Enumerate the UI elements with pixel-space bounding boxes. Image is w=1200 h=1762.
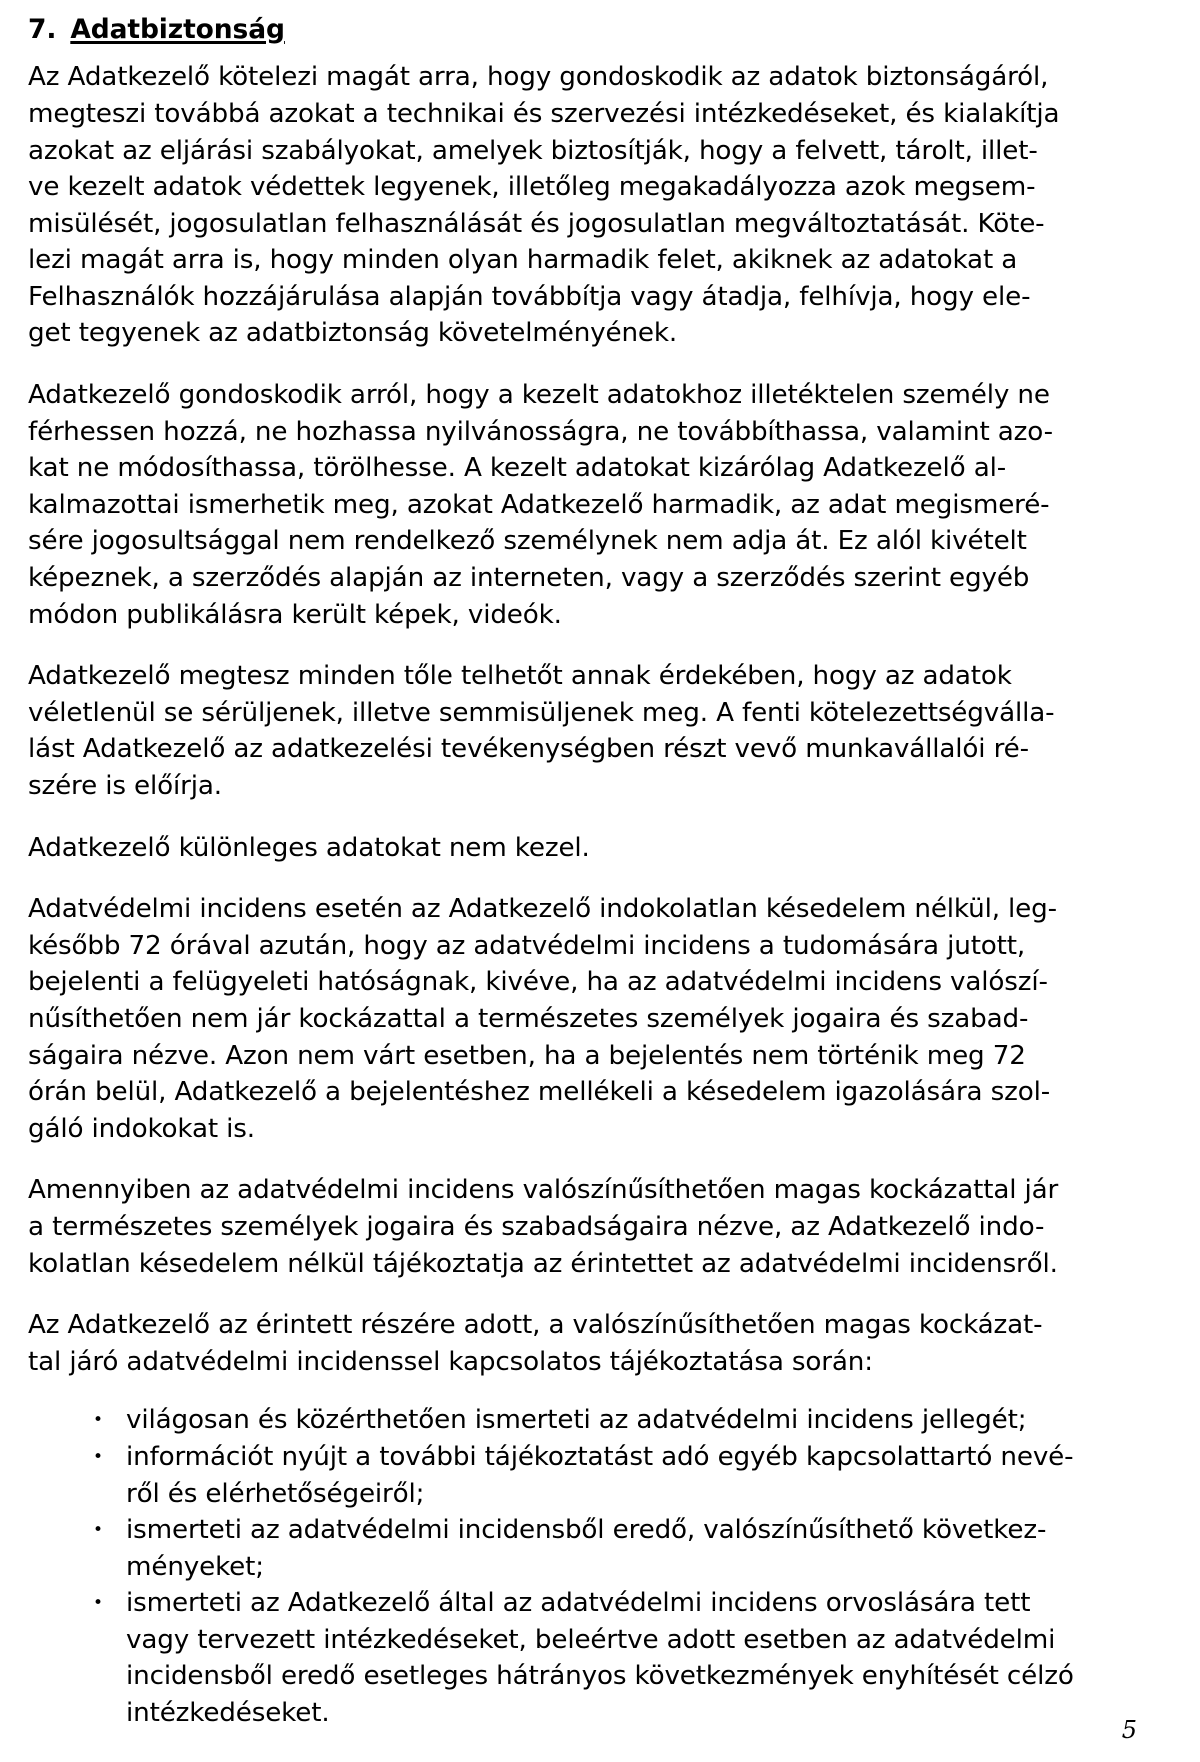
text-line: Az Adatkezelő kötelezi magát arra, hogy gondoskodik az adatok biztonságáról, — [28, 62, 1049, 93]
text-line: azokat az eljárási szabályokat, amelyek biztosítják, hogy a felvett, tárolt, illet- — [28, 135, 1038, 166]
section-title: Adatbiztonság — [70, 14, 285, 45]
text-line: tal járó adatvédelmi incidenssel kapcsolatos tájékoztatása során: — [28, 1346, 873, 1377]
text-line: kalmazottai ismerhetik meg, azokat Adatkezelő harmadik, az adat megismeré- — [28, 489, 1050, 520]
list-item-text — [126, 1512, 1047, 1585]
text-line: képeznek, a szerződés alapján az interneten, vagy a szerződés szerint egyéb — [28, 563, 1030, 594]
text-line: szére is előírja. — [28, 771, 222, 802]
text-line: Felhasználók hozzájárulása alapján továbbítja vagy átadja, felhívja, hogy ele- — [28, 281, 1031, 312]
list-item-text — [126, 1439, 1074, 1512]
text-line: Adatkezelő különleges adatokat nem kezel. — [28, 832, 590, 863]
text-line: kat ne módosíthassa, törölhesse. A kezelt adatokat kizárólag Adatkezelő al- — [28, 453, 1007, 484]
bullet-icon: • — [93, 1446, 103, 1467]
list-item-line: ismerteti az adatvédelmi incidensből eredő, valószínűsíthető következ- — [126, 1515, 1047, 1546]
text-line: misülését, jogosulatlan felhasználását és jogosulatlan megváltoztatását. Köte- — [28, 208, 1045, 239]
paragraph-1 — [28, 59, 1060, 352]
text-line: lezi magát arra is, hogy minden olyan harmadik felet, akiknek az adatokat a — [28, 245, 1018, 276]
text-line: nűsíthetően nem jár kockázattal a természetes személyek jogaira és szabad- — [28, 1003, 1029, 1034]
list-item-line: ismerteti az Adatkezelő által az adatvédelmi incidens orvoslására tett — [126, 1588, 1031, 1619]
section-number: 7. — [28, 14, 57, 45]
text-line: megteszi továbbá azokat a technikai és szervezési intézkedéseket, és kialakítja — [28, 98, 1060, 129]
list-item-line: vagy tervezett intézkedéseket, beleértve adott esetben az adatvédelmi — [126, 1624, 1056, 1655]
list-item-line: intézkedéseket. — [126, 1698, 330, 1729]
text-line: lást Adatkezelő az adatkezelési tevékenységben részt vevő munkavállalói ré- — [28, 734, 1029, 765]
text-line: Az Adatkezelő az érintett részére adott, a valószínűsíthetően magas kockázat- — [28, 1310, 1043, 1341]
list-item — [28, 1402, 1027, 1439]
list-item-text — [126, 1402, 1027, 1439]
paragraph-5 — [28, 891, 1057, 1147]
text-line: get tegyenek az adatbiztonság követelményének. — [28, 318, 678, 349]
text-line: kolatlan késedelem nélkül tájékoztatja az érintettet az adatvédelmi incidensről. — [28, 1248, 1058, 1279]
text-line: a természetes személyek jogaira és szabadságaira nézve, az Adatkezelő indo- — [28, 1211, 1045, 1242]
text-line: Amennyiben az adatvédelmi incidens valószínűsíthetően magas kockázattal jár — [28, 1175, 1059, 1206]
list-item — [28, 1439, 1074, 1512]
text-line: sére jogosultsággal nem rendelkező személynek nem adja át. Ez alól kivételt — [28, 526, 1027, 557]
text-line: később 72 órával azután, hogy az adatvédelmi incidens a tudomására jutott, — [28, 930, 1026, 961]
page-number: 5 — [1121, 1716, 1137, 1744]
text-line: ve kezelt adatok védettek legyenek, illetőleg megakadályozza azok megsem- — [28, 172, 1036, 203]
text-line: Adatvédelmi incidens esetén az Adatkezelő indokolatlan késedelem nélkül, leg- — [28, 894, 1057, 925]
page-title — [28, 14, 1000, 46]
paragraph-2 — [28, 377, 1053, 633]
paragraph-3 — [28, 658, 1055, 804]
text-line: Adatkezelő megtesz minden tőle telhetőt annak érdekében, hogy az adatok — [28, 661, 1012, 692]
bullet-icon: • — [93, 1593, 103, 1614]
paragraph-7 — [28, 1307, 1043, 1380]
list-item-line: információt nyújt a további tájékoztatást adó egyéb kapcsolattartó nevé- — [126, 1441, 1074, 1472]
list-item-text — [126, 1585, 1074, 1731]
list-item-line: incidensből eredő esetleges hátrányos következmények enyhítését célzó — [126, 1661, 1074, 1692]
text-line: férhessen hozzá, ne hozhassa nyilvánosságra, ne továbbíthassa, valamint azo- — [28, 416, 1053, 447]
bullet-icon: • — [93, 1520, 103, 1541]
list-item-line: világosan és közérthetően ismerteti az adatvédelmi incidens jellegét; — [126, 1405, 1027, 1436]
text-line: órán belül, Adatkezelő a bejelentéshez mellékeli a késedelem igazolására szol- — [28, 1077, 1051, 1108]
text-line: módon publikálásra került képek, videók. — [28, 599, 562, 630]
list-item-line: ről és elérhetőségeiről; — [126, 1478, 425, 1509]
paragraph-4 — [28, 830, 1000, 867]
text-line: bejelenti a felügyeleti hatóságnak, kivéve, ha az adatvédelmi incidens valószí- — [28, 967, 1048, 998]
text-line: gáló indokokat is. — [28, 1113, 255, 1144]
list-item-line: ményeket; — [126, 1551, 264, 1582]
text-line: ságaira nézve. Azon nem várt esetben, ha a bejelentés nem történik meg 72 — [28, 1040, 1026, 1071]
bullet-icon: • — [93, 1410, 103, 1431]
text-line: Adatkezelő gondoskodik arról, hogy a kezelt adatokhoz illetéktelen személy ne — [28, 380, 1050, 411]
bullet-list — [28, 1402, 1074, 1731]
paragraph-6 — [28, 1172, 1059, 1282]
text-line: véletlenül se sérüljenek, illetve semmisüljenek meg. A fenti kötelezettségválla- — [28, 697, 1055, 728]
list-item — [28, 1512, 1047, 1585]
list-item — [28, 1585, 1074, 1731]
